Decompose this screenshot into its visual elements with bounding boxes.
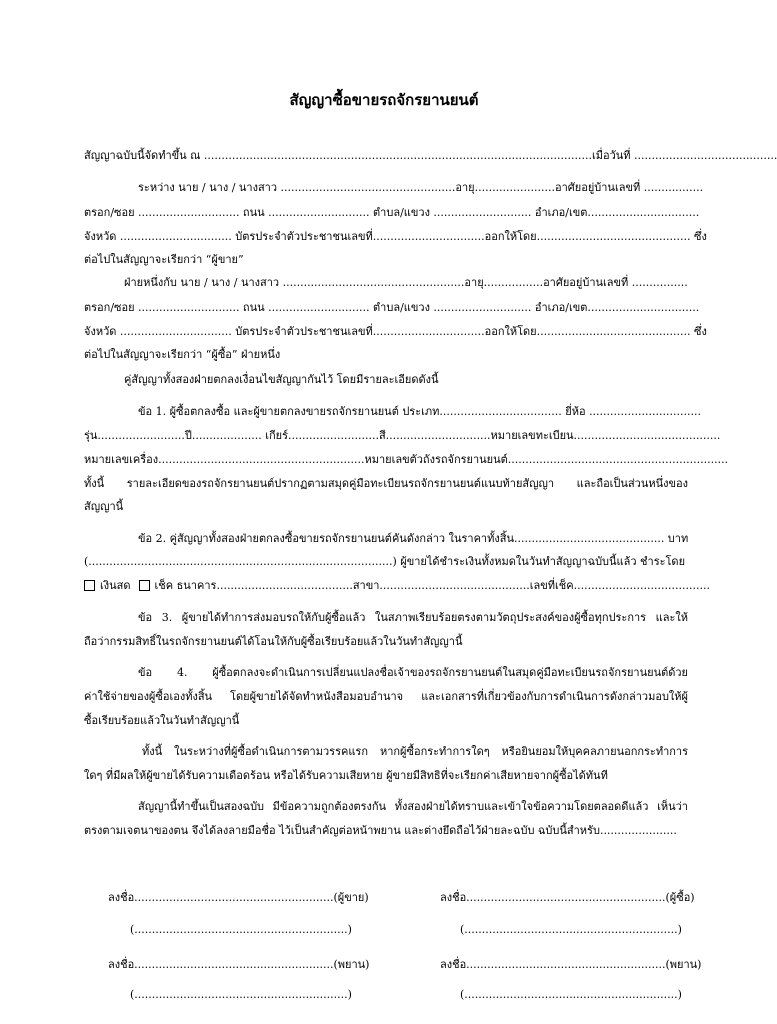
clause-4-line-1: ข้อ 4. ผู้ซื้อตกลงจะดำเนินการเปลี่ยนแปลงชื่อเจ้าของรถจักรยานยนต์ในสมุดคู่มือทะเบียนรถจักรยานยนต์ด้วย [138, 666, 688, 679]
damages-line-1: ทั้งนี้ ในระหว่างที่ผู้ซื้อดำเนินการตามวรรคแรก หากผู้ซื้อกระทำการใดๆ หรือยินยอมให้บุคคลภายนอกกระทำการ [142, 745, 688, 758]
clause-2-line-2: (.......................................................................................) ผู้ขายได้ชำระเงินทั้งหมดในวันทำสัญญาฉบับนี้แล้ว ชำระโดย [84, 555, 686, 568]
cheque-checkbox[interactable] [139, 580, 150, 591]
seller-signature-line[interactable]: ลงชื่อ.........................................................(ผู้ขาย) [108, 891, 369, 904]
clause-1-line-5: สัญญานี้ [84, 500, 124, 513]
clause-1-line-4: ทั้งนี้ รายละเอียดของรถจักรยานยนต์ปรากฏตามสมุดคู่มือทะเบียนรถจักรยานยนต์แนบท้ายสัญญา และถือเป็นส่วนหนึ่งของ [84, 477, 688, 490]
seller-reference-line: ต่อไปในสัญญาจะเรียกว่า “ผู้ขาย” [84, 253, 244, 266]
witness-2-printed-name[interactable]: (.............................................................) [460, 988, 682, 1001]
buyer-address-line-1: ตรอก/ซอย ............................. ถนน ............................. ตำบล/แขวง ............................ อำเภอ/เขต................................ [84, 301, 700, 314]
seller-name-line: ระหว่าง นาย / นาง / นางสาว ..................................................อายุ.......................อาศัยอยู่บ้านเลขที่ ................. [138, 181, 704, 194]
buyer-signature-line[interactable]: ลงชื่อ.........................................................(ผู้ซื้อ) [440, 891, 695, 904]
intro-line: คู่สัญญาทั้งสองฝ่ายตกลงเงื่อนไขสัญญากันไว้ โดยมีรายละเอียดดังนี้ [124, 373, 439, 386]
payment-method-line [84, 576, 710, 596]
seller-printed-name[interactable]: (.............................................................) [130, 923, 352, 936]
seller-address-line-1: ตรอก/ซอย ............................. ถนน ............................. ตำบล/แขวง ............................ อำเภอ/เขต................................ [84, 206, 700, 219]
buyer-printed-name[interactable]: (.............................................................) [460, 923, 682, 936]
witness-2-signature-line[interactable]: ลงชื่อ.........................................................(พยาน) [440, 958, 702, 971]
clause-4-line-3: ซื้อเรียบร้อยแล้วในวันทำสัญญานี้ [84, 714, 240, 727]
clause-3-line-2: ถือว่ากรรมสิทธิ์ในรถจักรยานยนต์ได้โอนให้กับผู้ซื้อเรียบร้อยแล้วในวันทำสัญญานี้ [84, 635, 463, 648]
clause-1-line-3: หมายเลขเครื่อง...........................................................หมายเลขตัวถังรถจักรยานยนต์............................................................... [84, 453, 729, 466]
clause-2-line-1: ข้อ 2. คู่สัญญาทั้งสองฝ่ายตกลงซื้อขายรถจักรยานยนต์คันดังกล่าว ในราคาทั้งสิ้น........................................... บาท [138, 532, 689, 545]
cheque-details-label: เช็ค ธนาคาร.......................................สาขา...........................................เลขที่เช็ค....................................... [154, 579, 710, 592]
clause-1-line-1: ข้อ 1. ผู้ซื้อตกลงซื้อ และผู้ขายตกลงขายรถจักรยานยนต์ ประเภท................................... ยี่ห้อ ................................ [138, 405, 701, 418]
buyer-name-line: ฝ่ายหนึ่งกับ นาย / นาง / นางสาว ....................................................อายุ.................อาศัยอยู่บ้านเลขที่ ................ [124, 276, 688, 289]
clause-1-line-2: รุ่น.........................ปี.................... เกียร์..........................สี..............................หมายเลขทะเบียน.......................................... [84, 429, 721, 442]
cash-checkbox[interactable] [84, 580, 95, 591]
seller-address-line-2: จังหวัด ................................ บัตรประจำตัวประชาชนเลขที่................................ออกให้โดย............................................ ซึ่ง [84, 230, 707, 243]
closing-line-2: ตรงตามเจตนาของตน จึงได้ลงลายมือชื่อ ไว้เป็นสำคัญต่อหน้าพยาน และต่างยึดถือไว้ฝ่ายละฉบับ ฉบับนี้สำหรับ...................... [84, 824, 677, 837]
buyer-reference-line: ต่อไปในสัญญาจะเรียกว่า “ผู้ซื้อ” ฝ่ายหนึ่ง [84, 348, 281, 361]
damages-line-2: ใดๆ ที่มีผลให้ผู้ขายได้รับความเดือดร้อน หรือได้รับความเสียหาย ผู้ขายมีสิทธิที่จะเรียกค่าเสียหายจากผู้ซื้อได้ทันที [84, 769, 608, 782]
closing-line-1: สัญญานี้ทำขึ้นเป็นสองฉบับ มีข้อความถูกต้องตรงกัน ทั้งสองฝ่ายได้ทราบและเข้าใจข้อความโดยตลอดดีแล้ว เห็นว่า [138, 800, 688, 813]
cash-label: เงินสด [100, 579, 131, 592]
document-title: สัญญาซื้อขายรถจักรยานยนต์ [289, 91, 479, 109]
buyer-address-line-2: จังหวัด ................................ บัตรประจำตัวประชาชนเลขที่................................ออกให้โดย............................................ ซึ่ง [84, 325, 707, 338]
witness-1-printed-name[interactable]: (.............................................................) [130, 988, 352, 1001]
clause-3-line-1: ข้อ 3. ผู้ขายได้ทำการส่งมอบรถให้กับผู้ซื้อแล้ว ในสภาพเรียบร้อยตรงตามวัตถุประสงค์ของผู้ซื้อทุกประการ และให้ [138, 611, 688, 624]
made-at-line: สัญญาฉบับนี้จัดทำขึ้น ณ ...............................................................................................................เมื่อวันที่ ......................................... [84, 149, 777, 162]
witness-1-signature-line[interactable]: ลงชื่อ.........................................................(พยาน) [108, 958, 370, 971]
clause-4-line-2: ค่าใช้จ่ายของผู้ซื้อเองทั้งสิ้น โดยผู้ขายได้จัดทำหนังสือมอบอำนาจ และเอกสารที่เกี่ยวข้องกับการดำเนินการดังกล่าวมอบให้ผู้ [84, 690, 688, 703]
